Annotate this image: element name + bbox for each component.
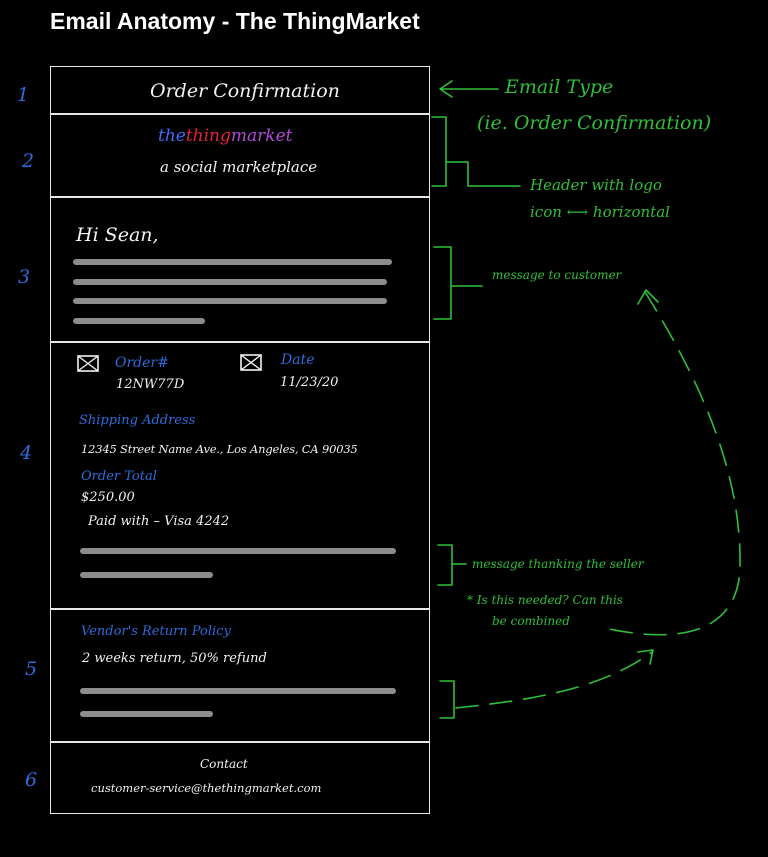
- annotation-question-line2: be combined: [492, 614, 570, 628]
- annotation-email-type: Email Type: [505, 76, 614, 98]
- order-date: 11/23/20: [280, 375, 339, 390]
- dashed-curve: [600, 292, 740, 635]
- dashed-lower-arrow: [456, 652, 652, 708]
- logo-market: market: [230, 126, 293, 146]
- order-number-label: Order#: [115, 355, 169, 371]
- date-label: Date: [281, 352, 315, 368]
- seller-message-bracket: [438, 545, 466, 585]
- annotation-message-seller: message thanking the seller: [472, 557, 644, 571]
- return-policy-bracket: [440, 681, 454, 718]
- email-type-arrow: [440, 81, 498, 97]
- logo-the: the: [158, 126, 186, 146]
- section-number-5: 5: [25, 658, 38, 680]
- annotation-header-line1: Header with logo: [530, 176, 662, 194]
- section-number-2: 2: [22, 150, 35, 172]
- customer-message-bracket: [434, 247, 482, 319]
- annotation-email-type-example: (ie. Order Confirmation): [477, 112, 712, 134]
- order-total-label: Order Total: [81, 469, 157, 484]
- page-title: Email Anatomy - The ThingMarket: [50, 8, 420, 34]
- order-number: 12NW77D: [116, 377, 185, 392]
- return-policy-label: Vendor's Return Policy: [81, 624, 231, 639]
- annotation-header-line2: icon ⟷ horizontal: [530, 203, 670, 221]
- tagline: a social marketplace: [160, 158, 318, 176]
- section-number-3: 3: [18, 266, 31, 288]
- shipping-address-label: Shipping Address: [79, 413, 196, 428]
- logo-thing: thing: [185, 126, 231, 146]
- annotation-question-line1: * Is this needed? Can this: [467, 593, 623, 607]
- return-policy: 2 weeks return, 50% refund: [82, 651, 267, 666]
- order-total: $250.00: [81, 490, 135, 505]
- annotation-message-customer: message to customer: [492, 268, 622, 282]
- payment-method: Paid with – Visa 4242: [88, 514, 230, 529]
- greeting: Hi Sean,: [76, 224, 159, 246]
- contact-label: Contact: [200, 757, 248, 771]
- contact-email: customer-service@thethingmarket.com: [91, 781, 322, 795]
- section-number-4: 4: [20, 442, 33, 464]
- shipping-address: 12345 Street Name Ave., Los Angeles, CA 90035: [81, 442, 358, 456]
- section-number-6: 6: [25, 769, 38, 791]
- email-type-heading: Order Confirmation: [150, 80, 340, 102]
- section-number-1: 1: [17, 84, 30, 106]
